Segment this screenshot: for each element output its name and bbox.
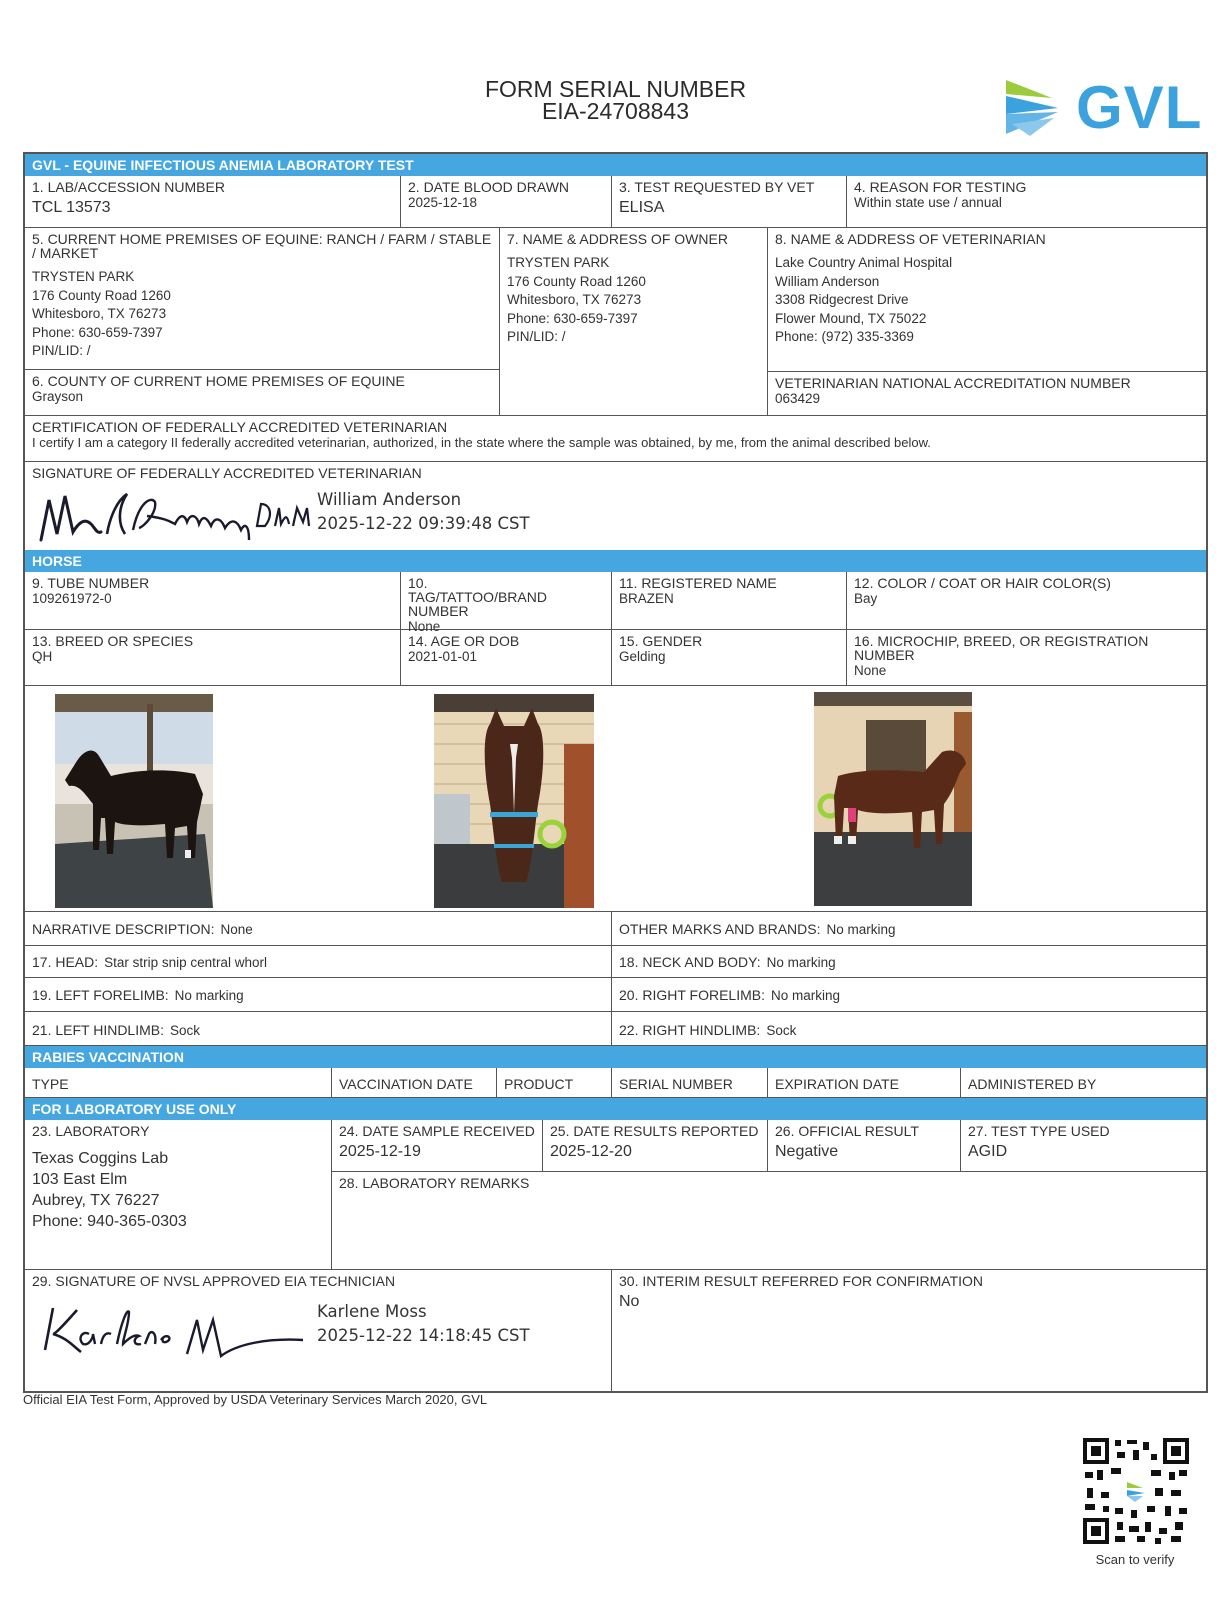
field-value: 2021-01-01 [408, 649, 478, 664]
horse-photo-right-side [814, 692, 972, 906]
field-narrative [25, 912, 612, 946]
vet-signature-details [317, 488, 530, 536]
field-label: 19. LEFT FORELIMB: [32, 987, 169, 1003]
column-header: SERIAL NUMBER [619, 1076, 733, 1092]
field-vet-accreditation [768, 372, 1206, 416]
column-header: ADMINISTERED BY [968, 1076, 1097, 1092]
field-neck-body [612, 946, 1206, 978]
gvl-logo [1002, 74, 1212, 144]
field-value: No marking [766, 955, 836, 970]
field-date-blood-drawn [401, 176, 612, 228]
qr-code-icon [1081, 1436, 1191, 1546]
vet-address [775, 254, 1199, 347]
address-line: Whitesboro, TX 76273 [32, 306, 167, 321]
field-value: AGID [968, 1143, 1008, 1160]
field-label: 11. REGISTERED NAME [619, 575, 777, 591]
column-header: VACCINATION DATE [339, 1076, 473, 1092]
field-gender [612, 630, 847, 686]
address-line: 176 County Road 1260 [507, 273, 646, 289]
field-laboratory-remarks [332, 1172, 1206, 1270]
field-label: NARRATIVE DESCRIPTION: [32, 921, 215, 937]
horse-photo-left-side [55, 694, 213, 908]
address-line: 103 East Elm [32, 1171, 128, 1188]
field-label: 3. TEST REQUESTED BY VET [619, 179, 815, 195]
address-line: TRYSTEN PARK [32, 269, 135, 284]
field-value: Within state use / annual [854, 195, 1002, 210]
field-value: Gelding [619, 649, 666, 664]
field-label: 2. DATE BLOOD DRAWN [408, 179, 570, 195]
certification-block [25, 416, 1206, 462]
technician-signature-name: Karlene Moss [317, 1302, 427, 1321]
laboratory-address [32, 1148, 324, 1232]
column-header: PRODUCT [504, 1076, 574, 1092]
field-value: QH [32, 649, 53, 664]
rabies-col-type [25, 1068, 332, 1098]
field-value: ELISA [619, 199, 665, 216]
technician-signature-block [25, 1270, 612, 1391]
column-header: EXPIRATION DATE [775, 1076, 899, 1092]
field-age-dob [401, 630, 612, 686]
field-value: 2025-12-19 [339, 1143, 421, 1160]
technician-signature-details [317, 1300, 530, 1348]
address-line: Aubrey, TX 76227 [32, 1192, 160, 1209]
field-value: No marking [826, 922, 896, 937]
field-breed [25, 630, 401, 686]
logo-text: GVL [1076, 74, 1203, 141]
field-value: BRAZEN [619, 591, 674, 606]
technician-signature-timestamp: 2025-12-22 14:18:45 CST [317, 1326, 530, 1345]
rabies-col-administered-by [961, 1068, 1206, 1098]
address-line: Phone: (972) 335-3369 [775, 329, 914, 344]
address-line: Phone: 940-365-0303 [32, 1213, 187, 1230]
field-label: 1. LAB/ACCESSION NUMBER [32, 179, 225, 195]
field-label: 13. BREED OR SPECIES [32, 633, 194, 649]
field-label: 22. RIGHT HINDLIMB: [619, 1022, 761, 1038]
field-county [25, 370, 500, 416]
field-label: 5. CURRENT HOME PREMISES OF EQUINE: RANCH / FARM / STABLE / MARKET [32, 231, 492, 261]
field-right-hindlimb [612, 1012, 1206, 1046]
rabies-col-expiration [768, 1068, 961, 1098]
field-test-type [961, 1120, 1206, 1172]
vet-signature-name: William Anderson [317, 490, 462, 509]
field-color [847, 572, 1206, 630]
address-line: 3308 Ridgecrest Drive [775, 292, 909, 307]
scan-to-verify-label: Scan to verify [1095, 1552, 1175, 1567]
field-lab-accession [25, 176, 401, 228]
verification-qr-code[interactable] [1081, 1436, 1191, 1546]
field-label: 30. INTERIM RESULT REFERRED FOR CONFIRMATION [619, 1273, 984, 1289]
field-label: 25. DATE RESULTS REPORTED [550, 1123, 759, 1139]
certification-title: CERTIFICATION OF FEDERALLY ACCREDITED VETERINARIAN [32, 419, 448, 435]
field-value: No marking [174, 988, 244, 1003]
field-value: None [220, 922, 253, 937]
certification-text: I certify I am a category II federally accredited veterinarian, authorized, in the state where the sample was obtained, by me, from the animal described below. [32, 435, 931, 450]
field-registered-name [612, 572, 847, 630]
field-label: 23. LABORATORY [32, 1123, 150, 1139]
field-value: Sock [766, 1023, 797, 1038]
field-head [25, 946, 612, 978]
rabies-col-vaccination-date [332, 1068, 497, 1098]
field-left-hindlimb [25, 1012, 612, 1046]
section-main-header: GVL - EQUINE INFECTIOUS ANEMIA LABORATORY TEST [25, 154, 1206, 176]
field-official-result [768, 1120, 961, 1172]
field-value: Star strip snip central whorl [104, 955, 267, 970]
field-reason-testing [847, 176, 1206, 228]
horse-photo-front [434, 694, 594, 908]
section-rabies-header: RABIES VACCINATION [25, 1046, 1206, 1068]
field-label: 12. COLOR / COAT OR HAIR COLOR(S) [854, 575, 1111, 591]
field-value: 2025-12-20 [550, 1143, 632, 1160]
horse-photos-row [25, 686, 1206, 912]
address-line: Whitesboro, TX 76273 [507, 292, 642, 307]
field-value: 2025-12-18 [408, 195, 478, 210]
field-right-forelimb [612, 978, 1206, 1012]
field-other-marks [612, 912, 1206, 946]
field-value: Sock [170, 1023, 201, 1038]
address-line: PIN/LID: / [507, 329, 566, 344]
field-tag-tattoo [401, 572, 612, 634]
field-value: Bay [854, 591, 878, 606]
eia-form [23, 152, 1208, 1393]
rabies-col-product [497, 1068, 612, 1098]
column-header: TYPE [32, 1076, 69, 1092]
field-label: 28. LABORATORY REMARKS [339, 1175, 530, 1191]
address-line: Phone: 630-659-7397 [507, 310, 638, 326]
gvl-chevron-icon [1002, 74, 1072, 140]
footer-approval: Official EIA Test Form, Approved by USDA Veterinary Services March 2020, GVL [23, 1392, 488, 1407]
field-label: 21. LEFT HINDLIMB: [32, 1022, 165, 1038]
serial-title: FORM SERIAL NUMBER [484, 76, 747, 102]
field-value: TCL 13573 [32, 199, 111, 216]
field-tube-number [25, 572, 401, 630]
field-label: 8. NAME & ADDRESS OF VETERINARIAN [775, 231, 1046, 247]
field-label: 14. AGE OR DOB [408, 633, 520, 649]
address-line: PIN/LID: / [32, 343, 91, 358]
field-label: SIGNATURE OF FEDERALLY ACCREDITED VETERINARIAN [32, 465, 422, 481]
owner-address [507, 254, 760, 347]
field-label: 29. SIGNATURE OF NVSL APPROVED EIA TECHNICIAN [32, 1273, 396, 1289]
address-line: William Anderson [775, 273, 880, 289]
technician-handwritten-signature [37, 1294, 307, 1360]
serial-number: EIA-24708843 [541, 98, 690, 124]
field-date-sample-received [332, 1120, 543, 1172]
field-veterinarian [768, 228, 1206, 372]
field-label: 20. RIGHT FORELIMB: [619, 987, 765, 1003]
field-label: OTHER MARKS AND BRANDS: [619, 921, 821, 937]
field-label: 7. NAME & ADDRESS OF OWNER [507, 231, 728, 247]
address-line: Lake Country Animal Hospital [775, 255, 953, 270]
address-line: 176 County Road 1260 [32, 287, 171, 303]
field-value: Grayson [32, 389, 84, 404]
field-label: 4. REASON FOR TESTING [854, 179, 1027, 195]
field-label: 27. TEST TYPE USED [968, 1123, 1110, 1139]
field-label: 6. COUNTY OF CURRENT HOME PREMISES OF EQUINE [32, 373, 405, 389]
vet-signature-block [25, 462, 1206, 550]
field-home-premises [25, 228, 500, 370]
field-date-results-reported [543, 1120, 768, 1172]
field-value: None [854, 663, 887, 678]
address-line: Phone: 630-659-7397 [32, 324, 163, 340]
field-label: 15. GENDER [619, 633, 703, 649]
section-lab-header: FOR LABORATORY USE ONLY [25, 1098, 1206, 1120]
field-label: 16. MICROCHIP, BREED, OR REGISTRATION NUMBER [854, 633, 1149, 663]
field-label: 18. NECK AND BODY: [619, 954, 761, 970]
vet-signature-timestamp: 2025-12-22 09:39:48 CST [317, 514, 530, 533]
field-microchip [847, 630, 1206, 686]
field-owner [500, 228, 768, 416]
field-label: VETERINARIAN NATIONAL ACCREDITATION NUMBER [775, 375, 1131, 391]
rabies-col-serial [612, 1068, 768, 1098]
field-label: 17. HEAD: [32, 954, 99, 970]
field-value: None [408, 619, 441, 634]
field-interim-result [612, 1270, 1206, 1391]
field-laboratory [25, 1120, 332, 1270]
address-line: TRYSTEN PARK [507, 255, 610, 270]
vet-handwritten-signature [35, 482, 315, 546]
section-horse-header: HORSE [25, 550, 1206, 572]
address-line: Flower Mound, TX 75022 [775, 310, 927, 326]
field-value: No [619, 1293, 640, 1310]
field-label: 26. OFFICIAL RESULT [775, 1123, 919, 1139]
field-value: No marking [771, 988, 841, 1003]
premises-address [32, 268, 492, 361]
field-label: 10. TAG/TATTOO/BRAND NUMBER [408, 575, 547, 619]
field-value: Negative [775, 1143, 839, 1160]
field-label: 9. TUBE NUMBER [32, 575, 150, 591]
field-label: 24. DATE SAMPLE RECEIVED [339, 1123, 535, 1139]
address-line: Texas Coggins Lab [32, 1150, 169, 1167]
field-value: 063429 [775, 391, 821, 406]
field-value: 109261972-0 [32, 591, 112, 606]
field-left-forelimb [25, 978, 612, 1012]
field-test-requested [612, 176, 847, 228]
